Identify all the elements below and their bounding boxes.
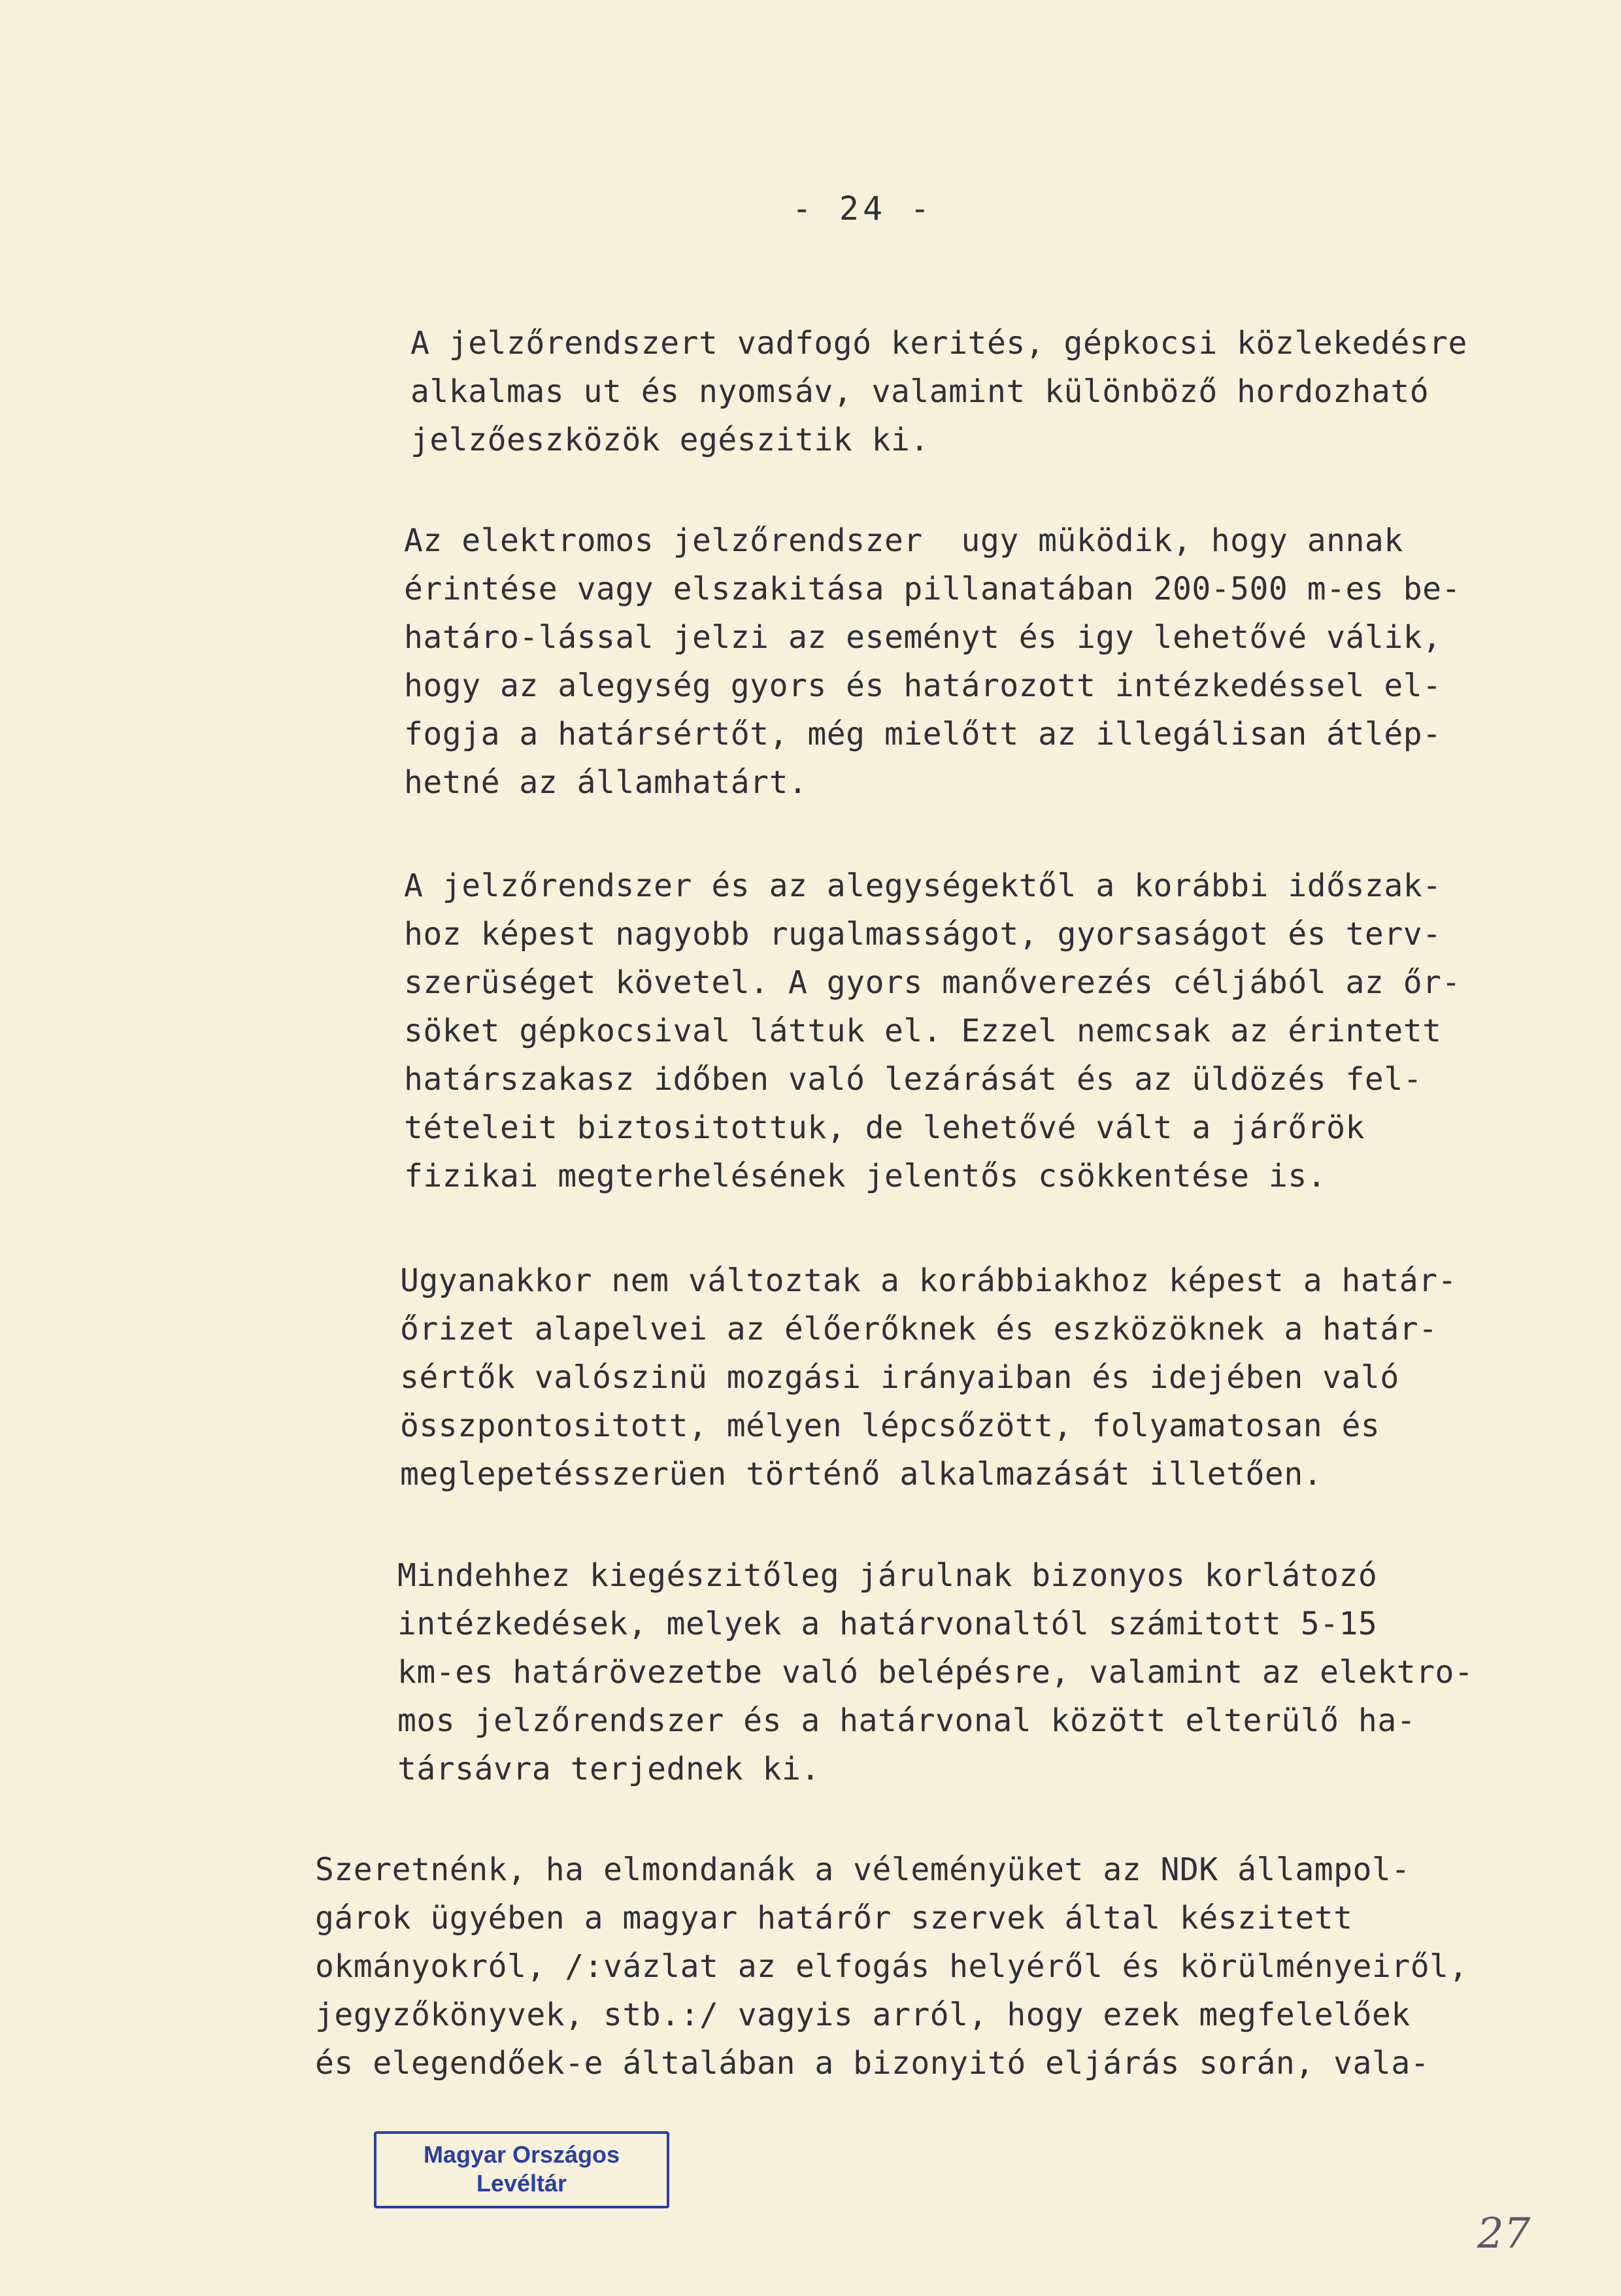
paragraph-1: A jelzőrendszert vadfogó kerités, gépkocsi közlekedésre alkalmas ut és nyomsáv, valamint különböző hordozható jelzőeszközök egészitik ki. [410,325,1467,458]
stamp-line-1: Magyar Országos [423,2141,620,2168]
handwritten-folio-number: 27 [1477,2210,1531,2258]
page-number: - 24 - [792,190,934,228]
paragraph-6: Szeretnénk, ha elmondanák a véleményüket az NDK állampol- gárok ügyében a magyar határőr szervek által készitett okmányokról, /:vázlat az elfogás helyéről és körülményeiről, jegyzőkönyvek, stb.:/ vagyis arról, hogy ezek megfelelőek és elegendőek-e általában a bizonyitó eljárás során, vala- [315,1851,1468,2082]
paragraph-4: Ugyanakkor nem változtak a korábbiakhoz képest a határ- őrizet alapelvei az élőerőknek és eszközöknek a határ- sértők valószinü mozgási irányaiban és idejében való összpontositott, mélyen lépcsőzött, folyamatosan és meglepetésszerüen történő alkalmazását illetően. [400,1262,1457,1493]
stamp-line-2: Levéltár [476,2170,567,2197]
archive-stamp [374,2131,669,2208]
paragraph-5: Mindehhez kiegészitőleg járulnak bizonyos korlátozó intézkedések, melyek a határvonaltól számitott 5-15 km-es határövezetbe való belépésre, valamint az elektro- mos jelzőrendszer és a határvonal között elterülő ha- társávra terjednek ki. [397,1557,1474,1787]
paragraph-2: Az elektromos jelzőrendszer ugy müködik, hogy annak érintése vagy elszakitása pillanatában 200-500 m-es be- határo-lással jelzi az eseményt és igy lehetővé válik, hogy az alegység gyors és határozott intézkedéssel el- fogja a határsértőt, még mielőtt az illegálisan átlép- hetné az államhatárt. [404,522,1461,801]
paragraph-3: A jelzőrendszer és az alegységektől a korábbi időszak- hoz képest nagyobb rugalmasságot, gyorsaságot és terv- szerüséget követel. A gyors manőverezés céljából az őr- söket gépkocsival láttuk el. Ezzel nemcsak az érintett határszakasz időben való lezárását és az üldözés fel- tételeit biztositottuk, de lehetővé vált a járőrök fizikai megterhelésének jelentős csökkentése is. [404,868,1461,1194]
